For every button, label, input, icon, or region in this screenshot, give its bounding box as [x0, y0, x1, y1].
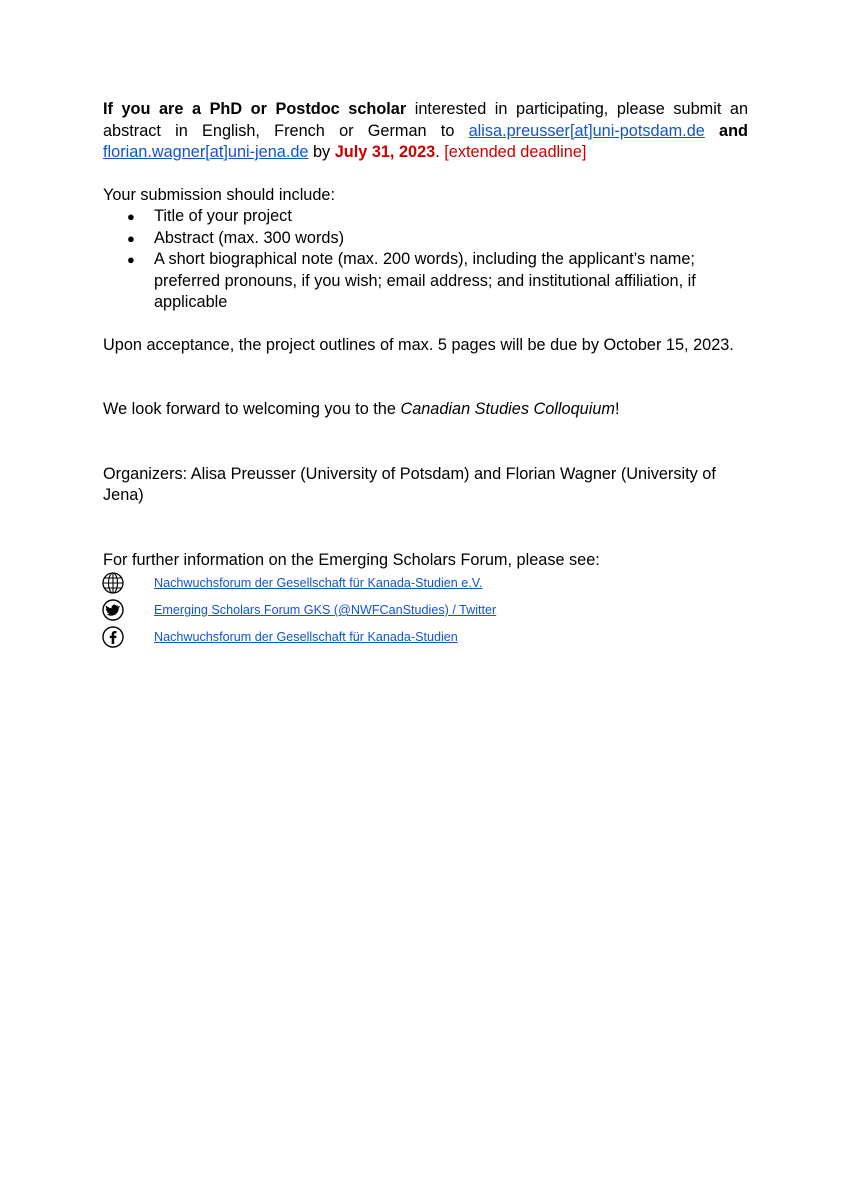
facebook-link[interactable]: Nachwuchsforum der Gesellschaft für Kanada-Studien: [154, 630, 458, 644]
document-page: [103, 99, 748, 654]
social-row-facebook: [103, 627, 748, 654]
twitter-link[interactable]: Emerging Scholars Forum GKS (@NWFCanStudies) / Twitter: [154, 603, 497, 617]
acceptance-text: Upon acceptance, the project outlines of max. 5 pages will be due by October 15, 2023.: [103, 335, 734, 354]
intro-paragraph: [103, 99, 748, 164]
bullet-icon: ●: [127, 252, 135, 267]
colloquium-name: Canadian Studies Colloquium: [400, 400, 615, 418]
facebook-icon: [101, 625, 125, 649]
further-info-heading: For further information on the Emerging Scholars Forum, please see:: [103, 550, 600, 569]
intro-by: by: [308, 143, 335, 161]
social-row-website: [103, 573, 748, 600]
social-row-twitter: [103, 600, 748, 627]
website-link[interactable]: Nachwuchsforum der Gesellschaft für Kanada-Studien e.V.: [154, 576, 483, 590]
welcome-before: We look forward to welcoming you to the: [103, 400, 401, 418]
globe-icon: [101, 571, 125, 595]
deadline-date: July 31, 2023: [334, 143, 436, 161]
list-item: [103, 206, 748, 228]
bullet-icon: ●: [127, 209, 135, 224]
list-item: [103, 228, 748, 250]
list-item-text: Title of your project: [154, 207, 292, 225]
bullet-icon: ●: [127, 230, 135, 246]
intro-period: .: [435, 143, 445, 161]
list-item: [103, 249, 748, 314]
submission-list: [103, 206, 748, 314]
intro-and: and: [704, 121, 748, 140]
social-links: [103, 573, 748, 654]
organizers-text: Organizers: Alisa Preusser (University of Potsdam) and Florian Wagner (University of Jena): [103, 464, 716, 504]
intro-lead: If you are a PhD or Postdoc scholar: [103, 100, 407, 118]
email-link-wagner[interactable]: florian.wagner[at]uni-jena.de: [103, 143, 309, 161]
deadline-note: [extended deadline]: [444, 143, 587, 161]
welcome-text: [103, 399, 748, 421]
welcome-after: !: [614, 400, 620, 418]
list-item-text: Abstract (max. 300 words): [154, 228, 345, 247]
twitter-icon: [101, 598, 125, 622]
list-item-text: A short biographical note (max. 200 words), including the applicant’s name; preferred pronouns, if you wish; email address; and institutional affiliation, if applicable: [154, 250, 696, 311]
intro-text: interested in participating, please submit an abstract in English, French or German to: [103, 100, 749, 140]
email-link-preusser[interactable]: alisa.preusser[at]uni-potsdam.de: [468, 121, 705, 140]
submission-heading: Your submission should include:: [103, 185, 335, 204]
